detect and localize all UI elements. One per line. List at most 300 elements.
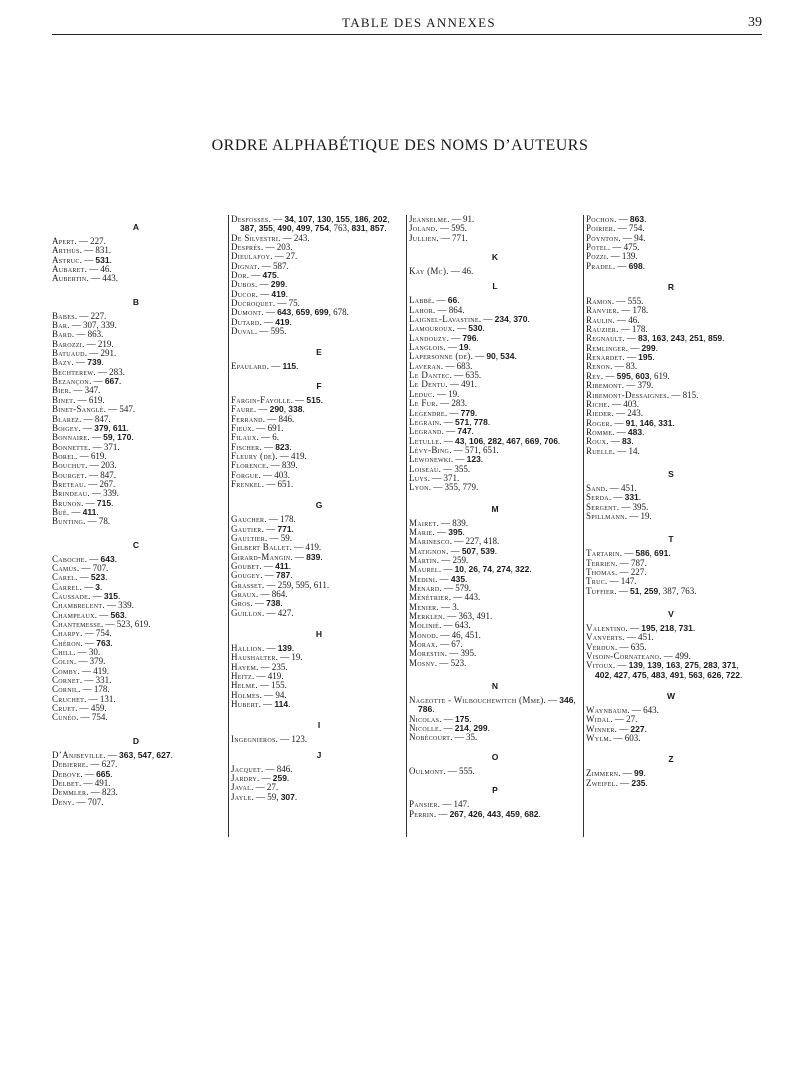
author-name: Renon [586, 361, 611, 372]
page-ref: 355 [258, 223, 273, 234]
page-ref: 678 [333, 307, 347, 318]
index-entry: Landouzy. — 796. [409, 332, 479, 343]
author-name: Chill [52, 647, 74, 658]
index-entry: Barozzi. — 219. [52, 338, 114, 349]
page-refs: 19. [640, 510, 652, 521]
page-ref: 3 [452, 601, 457, 612]
page-ref: 379 [89, 656, 104, 667]
index-entry: Remlinger. — 299. [586, 342, 658, 353]
page-ref: 91 [625, 417, 636, 428]
page-ref: 419 [267, 671, 282, 682]
author-name: Hubert [231, 699, 259, 710]
index-entry: Jeanselme. — 91. [409, 214, 475, 224]
page-ref: 707 [87, 796, 102, 807]
page-refs: 847. [100, 469, 116, 480]
page-ref: 419 [305, 542, 319, 553]
page-ref: 547 [137, 749, 152, 760]
page-ref: 74 [482, 564, 492, 575]
author-name: Astruc [52, 254, 80, 265]
author-name: Vitoux [586, 660, 613, 671]
page-ref: 43 [455, 435, 465, 446]
page-refs: 411. [82, 506, 99, 517]
index-entry: Bué. — 411. [52, 506, 99, 517]
index-entry: Caboche. — 643. [52, 553, 117, 564]
page-ref: 10 [454, 564, 465, 575]
page-ref: 282 [487, 435, 502, 446]
index-entry: Duval. — 595. [231, 326, 287, 337]
author-name: Carel [52, 572, 76, 583]
page-ref: 67 [451, 639, 461, 650]
page-ref: 283 [109, 366, 123, 377]
page-ref: 754 [628, 223, 643, 234]
page-refs: 643. [454, 620, 471, 631]
page-ref: 418 [483, 536, 497, 547]
page-refs: 635. [630, 641, 647, 652]
author-name: Lamouroux [409, 323, 453, 334]
page-ref: 155 [271, 680, 285, 691]
page-refs: 643, 659, 699, 678. [277, 307, 349, 318]
author-name: Barozzi [52, 338, 83, 349]
index-entry: Bunting. — 78. [52, 516, 111, 527]
author-name: Borel [52, 450, 76, 461]
index-entry: Bard. — 863. [52, 329, 104, 340]
page-refs: 419. [275, 316, 292, 327]
page-ref: 339 [101, 320, 115, 331]
author-name: Bonnaire [52, 432, 88, 443]
author-name: Graux [231, 589, 257, 599]
page-ref: 619 [134, 619, 149, 630]
page-refs: 531. [95, 254, 112, 265]
page-ref: 579 [455, 583, 469, 593]
page-refs: 147. [453, 799, 470, 810]
author-name: Laveran [409, 360, 441, 371]
page-ref: 259 [644, 585, 659, 596]
page-refs: 307, 339. [83, 320, 117, 331]
page-refs: 178. [632, 305, 649, 316]
author-name: Fargin-Fayolle [231, 394, 291, 405]
index-entry: Raulin. — 46. [586, 314, 640, 325]
page-refs: 299. [641, 342, 658, 353]
index-entry: Roger. — 91, 146, 331. [586, 417, 675, 428]
page-ref: 475 [632, 669, 647, 680]
author-name: Rey [586, 370, 601, 381]
author-name: Le Fur [409, 398, 436, 409]
page-ref: 571 [455, 416, 470, 427]
page-ref: 435 [450, 573, 466, 584]
index-entry: Merklen. — 363, 491. [409, 611, 493, 622]
index-entry: Boigey. — 379, 611. [52, 422, 129, 433]
author-name: Lyon [409, 482, 429, 493]
index-entry: Renardet. — 195. [586, 352, 655, 363]
page-refs: 839. [452, 517, 468, 528]
author-name: Guillon [231, 607, 262, 618]
author-name: Wylm [586, 733, 610, 744]
page-refs: 683. [456, 360, 473, 371]
index-entry: Arthus. — 831. [52, 245, 112, 256]
page-ref: 155 [335, 214, 350, 224]
page-refs: 523. [450, 657, 467, 668]
index-entry: Binet-Sanglé. — 547. [52, 404, 136, 415]
index-section [586, 533, 756, 596]
page-ref: 283 [451, 398, 465, 409]
page-refs: 234, 370. [494, 314, 530, 325]
index-entry: Faure. — 290, 338. [231, 404, 305, 415]
index-entry: Filaux. — 6. [231, 432, 279, 443]
page-ref: 175 [455, 713, 470, 724]
page-ref: 214 [454, 723, 469, 734]
page-refs: 371. [103, 441, 120, 452]
page-ref: 586 [635, 548, 650, 559]
index-entry: Marie. — 395. [409, 526, 465, 537]
author-name: Chéron [52, 637, 81, 648]
page-refs: 94. [634, 232, 646, 243]
page-ref: 731 [678, 623, 693, 633]
page-refs: 651. [277, 478, 294, 489]
page-ref: 75 [288, 298, 298, 309]
index-entry: Carel. — 523. [52, 572, 108, 583]
page-refs: 707. [87, 796, 104, 807]
author-name: Cornil [52, 684, 79, 695]
page-ref: 443 [464, 592, 478, 603]
page-ref: 443 [102, 273, 116, 284]
index-entry: Rey. — 595, 603, 619. [586, 370, 670, 381]
author-name: Cunéo [52, 712, 77, 723]
index-entry: Bourget. — 847. [52, 469, 116, 480]
page-refs: 203. [100, 460, 117, 471]
page-refs: 691. [267, 422, 284, 433]
author-name: Bourget [52, 469, 85, 480]
index-entry: Poirier. — 754. [586, 223, 645, 234]
author-name: Fischer [231, 441, 260, 452]
page-ref: 747 [457, 426, 472, 437]
index-section [586, 690, 756, 743]
author-name: Dieulafoy [231, 251, 271, 262]
index-section [409, 215, 581, 243]
author-name: Boigey [52, 422, 79, 433]
page-refs: 796. [462, 332, 479, 343]
index-section [409, 680, 581, 743]
page-refs: 259, 595, 611. [277, 579, 330, 590]
author-name: Després [231, 242, 261, 253]
index-entry: Morax. — 67. [409, 639, 463, 650]
author-name: Helme [231, 680, 256, 691]
page-refs: 371. [443, 472, 460, 483]
author-name: Serda [586, 492, 609, 503]
author-name: Girard-Mangin [231, 551, 291, 562]
page-ref: 669 [525, 435, 540, 446]
page-ref: 363 [458, 611, 473, 622]
page-ref: 863 [87, 329, 102, 340]
index-entry: Fleury (de). — 419. [231, 450, 307, 461]
page-ref: 475 [262, 270, 277, 281]
author-name: Luys [409, 472, 428, 483]
page-ref: 307 [280, 791, 295, 802]
page-refs: 51, 259, 387, 763. [630, 585, 697, 596]
page-ref: 796 [462, 332, 477, 343]
author-name: Lapersonne (de) [409, 351, 471, 362]
index-section [586, 753, 756, 788]
author-name: Bier [52, 385, 69, 396]
page-ref: 847 [94, 413, 109, 424]
page-ref: 387 [662, 585, 677, 596]
page-ref: 275 [684, 660, 699, 671]
index-entry: Girard-Mangin. — 839. [231, 551, 323, 562]
author-name: Faure [231, 404, 254, 415]
index-entry: Ducroquet. — 75. [231, 298, 300, 309]
author-name: Florence [231, 460, 267, 471]
page-refs: 451. [620, 482, 637, 493]
page-ref: 626 [707, 669, 722, 680]
page-ref: 754 [91, 712, 106, 723]
page-refs: 555. [459, 765, 475, 776]
index-entry: Goubet. — 411. [231, 560, 292, 571]
index-section [231, 719, 407, 744]
author-name: Aubertin [52, 273, 87, 284]
author-name: Letulle [409, 435, 440, 446]
page-refs: 698. [628, 260, 645, 271]
page-refs: 507, 539. [461, 545, 497, 556]
author-name: Pochon [586, 214, 615, 224]
author-name: Chambrelent [52, 600, 103, 611]
page-ref: 699 [314, 307, 329, 318]
page-ref: 864 [271, 589, 286, 599]
author-name: Frenkel [231, 478, 262, 489]
page-refs: 475. [623, 242, 640, 253]
index-entry: Brunon. — 715. [52, 497, 114, 508]
page-refs: 243. [293, 232, 310, 243]
index-entry: Frenkel. — 651. [231, 478, 294, 489]
index-entry: Deny. — 707. [52, 796, 104, 807]
author-name: Tartarin [586, 548, 620, 559]
page-ref: 523 [450, 657, 465, 668]
index-entry: Truc. — 147. [586, 576, 637, 587]
page-ref: 530 [468, 323, 483, 334]
author-name: Kay (Mc) [409, 266, 447, 277]
author-name: Filaux [231, 432, 257, 443]
section-letter: Z [668, 754, 674, 765]
index-entry: Tuffier. — 51, 259, 387, 763. [586, 585, 697, 596]
author-name: De Silvestri [231, 232, 279, 243]
page-ref: 202 [373, 214, 388, 224]
page-ref: 91 [462, 214, 472, 224]
page-ref: 531 [95, 254, 110, 265]
author-name: Babes [52, 310, 75, 321]
author-name: Tuffier [586, 585, 615, 596]
page-ref: 787 [276, 570, 291, 581]
author-name: Menard [409, 583, 440, 593]
page-refs: 178. [631, 324, 648, 335]
page-ref: 698 [628, 260, 643, 271]
index-entry: Binet. — 619. [52, 394, 105, 405]
author-name: Jullien [409, 232, 437, 243]
section-letter: L [492, 281, 498, 292]
page-refs: 443. [102, 273, 119, 284]
page-refs: 227. [90, 310, 107, 321]
page-ref: 763 [333, 223, 347, 234]
page-refs: 19. [448, 388, 460, 399]
index-entry: Perrin. — 267, 426, 443, 459, 682. [409, 808, 541, 819]
index-entry: Dieulafoy. — 27. [231, 251, 298, 262]
page-refs: 379. [89, 656, 106, 667]
index-entry: Pozzi. — 139. [586, 251, 638, 262]
index-entry: Borel. — 619. [52, 450, 107, 461]
page-ref: 46 [451, 629, 461, 640]
page-refs: 14. [628, 445, 640, 456]
index-entry: Heitz. — 419. [231, 671, 284, 682]
page-refs: 523, 619. [116, 619, 151, 630]
page-ref: 839 [281, 460, 296, 471]
page-refs: 846. [278, 413, 295, 424]
author-name: Gaucher [231, 514, 265, 525]
author-name: Landouzy [409, 332, 447, 343]
page-ref: 186 [354, 214, 369, 224]
page-ref: 831 [351, 223, 366, 234]
page-refs: 219. [97, 338, 114, 349]
page-ref: 595 [270, 326, 285, 337]
author-name: Sergent [586, 501, 617, 512]
index-entry: Debierre. — 627. [52, 759, 118, 770]
page-ref: 483 [627, 426, 643, 437]
page-refs: 35. [465, 732, 478, 743]
page-ref: 19 [448, 388, 458, 399]
page-refs: 771. [277, 523, 294, 534]
page-ref: 707 [92, 562, 107, 573]
author-name: Remlinger [586, 342, 626, 353]
page-ref: 459 [90, 703, 105, 714]
author-name: Aubaret [52, 264, 85, 275]
page-ref: 691 [654, 548, 669, 559]
page-ref: 178 [280, 514, 294, 525]
author-name: Javal [231, 782, 252, 793]
index-entry: Regnault. — 83, 163, 243, 251, 859. [586, 333, 725, 344]
author-name: Merklen [409, 611, 443, 622]
author-name: Haushalter [231, 652, 276, 663]
index-entry: Ménétrier. — 443. [409, 592, 481, 603]
page-ref: 534 [500, 351, 515, 362]
page-refs: 571, 651. [464, 444, 499, 455]
page-ref: 839 [306, 551, 321, 562]
author-name: Raulin [586, 314, 613, 325]
section-letter: O [491, 751, 499, 762]
author-name: Brindeau [52, 488, 88, 499]
index-entry: Cruchet. — 131. [52, 693, 116, 704]
author-name: Debierre [52, 759, 86, 770]
page-refs: 667. [104, 376, 122, 387]
page-refs: 847. [94, 413, 111, 424]
page-ref: 322 [515, 564, 530, 575]
page-refs: 763. [96, 637, 113, 648]
index-entry: Sergent. — 395. [586, 501, 649, 512]
page-refs: 267, 426, 443, 459, 682. [449, 808, 541, 819]
page-ref: 539 [480, 545, 495, 556]
page-ref: 195 [638, 352, 653, 363]
author-name: Colin [52, 656, 74, 667]
page-refs: 291. [100, 348, 117, 359]
page-refs: 754. [95, 628, 112, 639]
page-refs: 123. [466, 454, 484, 465]
index-section [586, 468, 756, 521]
page-refs: 846. [276, 763, 293, 774]
section-letter: W [666, 691, 676, 702]
author-name: Cornet [52, 675, 80, 686]
page-refs: 839. [306, 551, 323, 562]
author-name: Brunon [52, 497, 82, 508]
page-refs: 419. [290, 450, 307, 461]
page-refs: 395. [460, 648, 477, 659]
author-name: Dignat [231, 260, 258, 271]
author-name: Marie [409, 526, 433, 537]
index-entry: Nobécourt. — 35. [409, 732, 478, 743]
page-ref: 123 [466, 454, 481, 465]
index-entry: Holmes. — 94. [231, 689, 287, 700]
page-ref: 839 [452, 517, 466, 528]
page-refs: 83, 163, 243, 251, 859. [637, 333, 725, 344]
section-letter: P [492, 785, 498, 796]
page-refs: 235. [631, 777, 648, 788]
page-ref: 315 [103, 591, 119, 601]
page-refs: 83. [621, 436, 634, 447]
page-ref: 243 [293, 232, 308, 243]
index-entry: Dignat. — 587. [231, 260, 289, 271]
index-entry: Laveran. — 683. [409, 360, 473, 371]
page-ref: 379 [637, 380, 651, 391]
page-refs: 114. [274, 699, 291, 710]
page-ref: 379 [94, 422, 109, 433]
page-ref: 371 [722, 660, 737, 671]
page-ref: 14 [628, 445, 638, 456]
page-refs: 595, 603, 619. [616, 370, 670, 381]
page-refs: 346, 786. [418, 695, 576, 715]
index-entry: Langlois. — 19. [409, 342, 471, 353]
page-ref: 339 [118, 600, 132, 611]
page-refs: 739. [87, 357, 104, 368]
index-section [231, 346, 407, 371]
page-ref: 83 [637, 333, 648, 344]
author-name: Epaulard [231, 361, 267, 372]
page-refs: 3. [95, 581, 103, 592]
page-ref: 659 [295, 307, 310, 318]
index-section [231, 499, 407, 618]
page-ref: 99 [634, 768, 644, 779]
index-entry: Legrand. — 747. [409, 426, 474, 437]
index-entry: Thomas. — 227. [586, 566, 647, 577]
page-ref: 427 [277, 607, 292, 618]
index-entry: Ruelle. — 14. [586, 445, 640, 456]
page-refs: 563. [110, 609, 127, 620]
section-letter: T [668, 534, 674, 545]
index-entry: Sand. — 451. [586, 482, 637, 493]
index-entry: Menier. — 3. [409, 601, 459, 612]
page-refs: 347. [84, 385, 101, 396]
index-entry: Jullien. — 771. [409, 232, 468, 243]
page-refs: 214, 299. [454, 723, 490, 734]
author-name: Ménétrier [409, 592, 449, 603]
page-ref: 779 [460, 407, 475, 418]
page-ref: 611 [112, 422, 127, 433]
index-entry: Nageotte - Wilbouchewitch (Mme). — 346, 786. [409, 695, 576, 715]
page-refs: 738. [266, 598, 283, 609]
page-ref: 499 [296, 223, 311, 234]
page-ref: 403 [274, 469, 288, 480]
author-name: Le Dentu [409, 379, 446, 390]
page-ref: 83 [625, 361, 635, 372]
index-entry: Batuaud. — 291. [52, 348, 117, 359]
author-name: Fieux [231, 422, 252, 433]
page-ref: 19 [640, 510, 650, 521]
author-name: Desfosses [231, 214, 269, 224]
author-name: Vanverts [586, 632, 623, 643]
index-entry: Chill. — 30. [52, 647, 101, 658]
